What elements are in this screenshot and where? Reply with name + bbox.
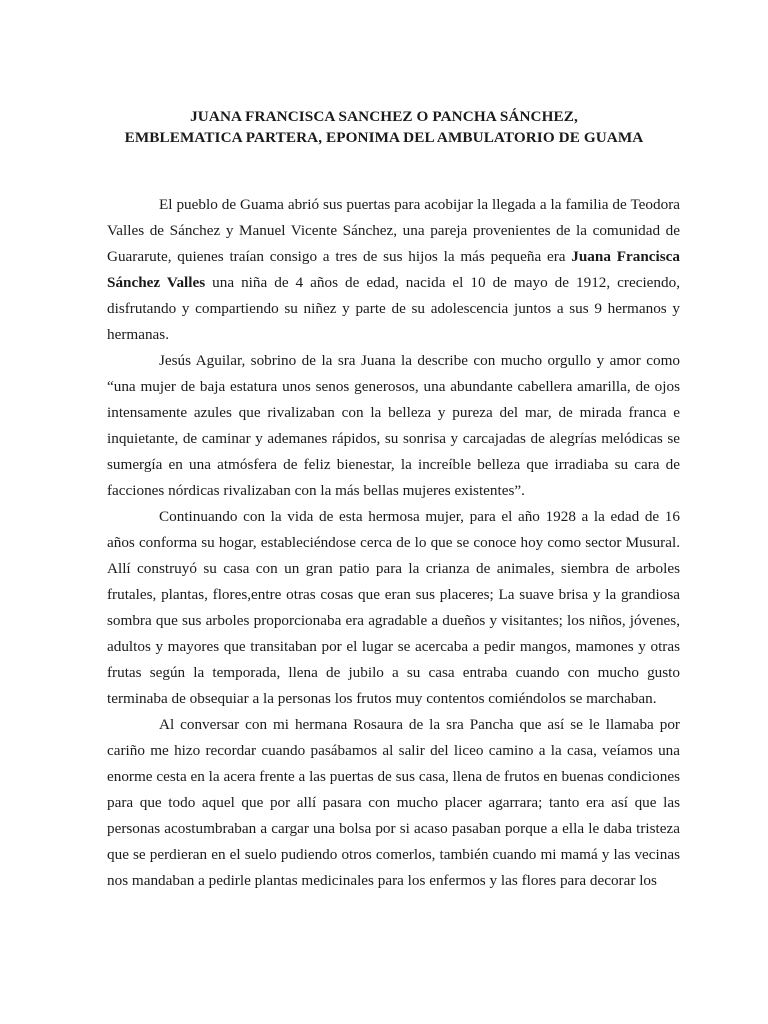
document-body xyxy=(107,192,680,894)
paragraph-3: Continuando con la vida de esta hermosa mujer, para el año 1928 a la edad de 16 años conforma su hogar, estableciéndose cerca de lo que se conoce hoy como sector Musural. Allí construyó su casa con un gran patio para la crianza de animales, siembra de arboles frutales, plantas, flores,entre otras cosas que eran sus placeres; La suave brisa y la grandiosa sombra que sus arboles proporcionaba era agradable a dueños y visitantes; los niños, jóvenes, adultos y mayores que transitaban por el lugar se acercaba a pedir mangos, mamones y otras frutas según la temporada, llena de jubilo a su casa entraba cuando con mucho gusto terminaba de obsequiar a la personas los frutos muy contentos comiéndolos se marchaban. xyxy=(107,508,680,707)
paragraph-2: Jesús Aguilar, sobrino de la sra Juana la describe con mucho orgullo y amor como “una mujer de baja estatura unos senos generosos, una abundante cabellera amarilla, de ojos intensamente azules que rivalizaban con la belleza y pureza del mar, de mirada franca e inquietante, de caminar y ademanes rápidos, su sonrisa y carcajadas de alegrías melódicas se sumergía en una atmósfera de feliz bienestar, la increíble belleza que irradiaba su cara de facciones nórdicas rivalizaban con la más bellas mujeres existentes”. xyxy=(107,352,680,499)
title-line-2: EMBLEMATICA PARTERA, EPONIMA DEL AMBULATORIO DE GUAMA xyxy=(124,129,644,146)
paragraph-1 xyxy=(107,192,680,348)
paragraph-4: Al conversar con mi hermana Rosaura de la sra Pancha que así se le llamaba por cariño me hizo recordar cuando pasábamos al salir del liceo camino a la casa, veíamos una enorme cesta en la acera frente a las puertas de sus casa, llena de frutos en buenas condiciones para que todo aquel que por allí pasara con mucho placer agarrara; tanto era así que las personas acostumbraban a cargar una bolsa por si acaso pasaban porque a ella le daba tristeza que se perdieran en el suelo pudiendo otros comerlos, también cuando mi mamá y las vecinas nos mandaban a pedirle plantas medicinales para los enfermos y las flores para decorar los xyxy=(107,716,680,889)
document-title xyxy=(60,106,708,148)
person-name-bold: Juana Francisca Sánchez Valles xyxy=(107,248,680,291)
paragraph-1-intro: El pueblo de Guama abrió sus puertas para acobijar la llegada a la familia de Teodora Valles de Sánchez y Manuel Vicente Sánchez, una pareja provenientes de la comunidad de Guararute, quienes traían consigo a tres de sus hijos la más pequeña era xyxy=(107,196,680,265)
paragraph-1-rest: una niña de 4 años de edad, nacida el 10 de mayo de 1912, creciendo, disfrutando y compartiendo su niñez y parte de su adolescencia juntos a sus 9 hermanos y hermanas. xyxy=(107,274,680,343)
title-line-1: JUANA FRANCISCA SANCHEZ O PANCHA SÁNCHEZ, xyxy=(190,108,578,125)
